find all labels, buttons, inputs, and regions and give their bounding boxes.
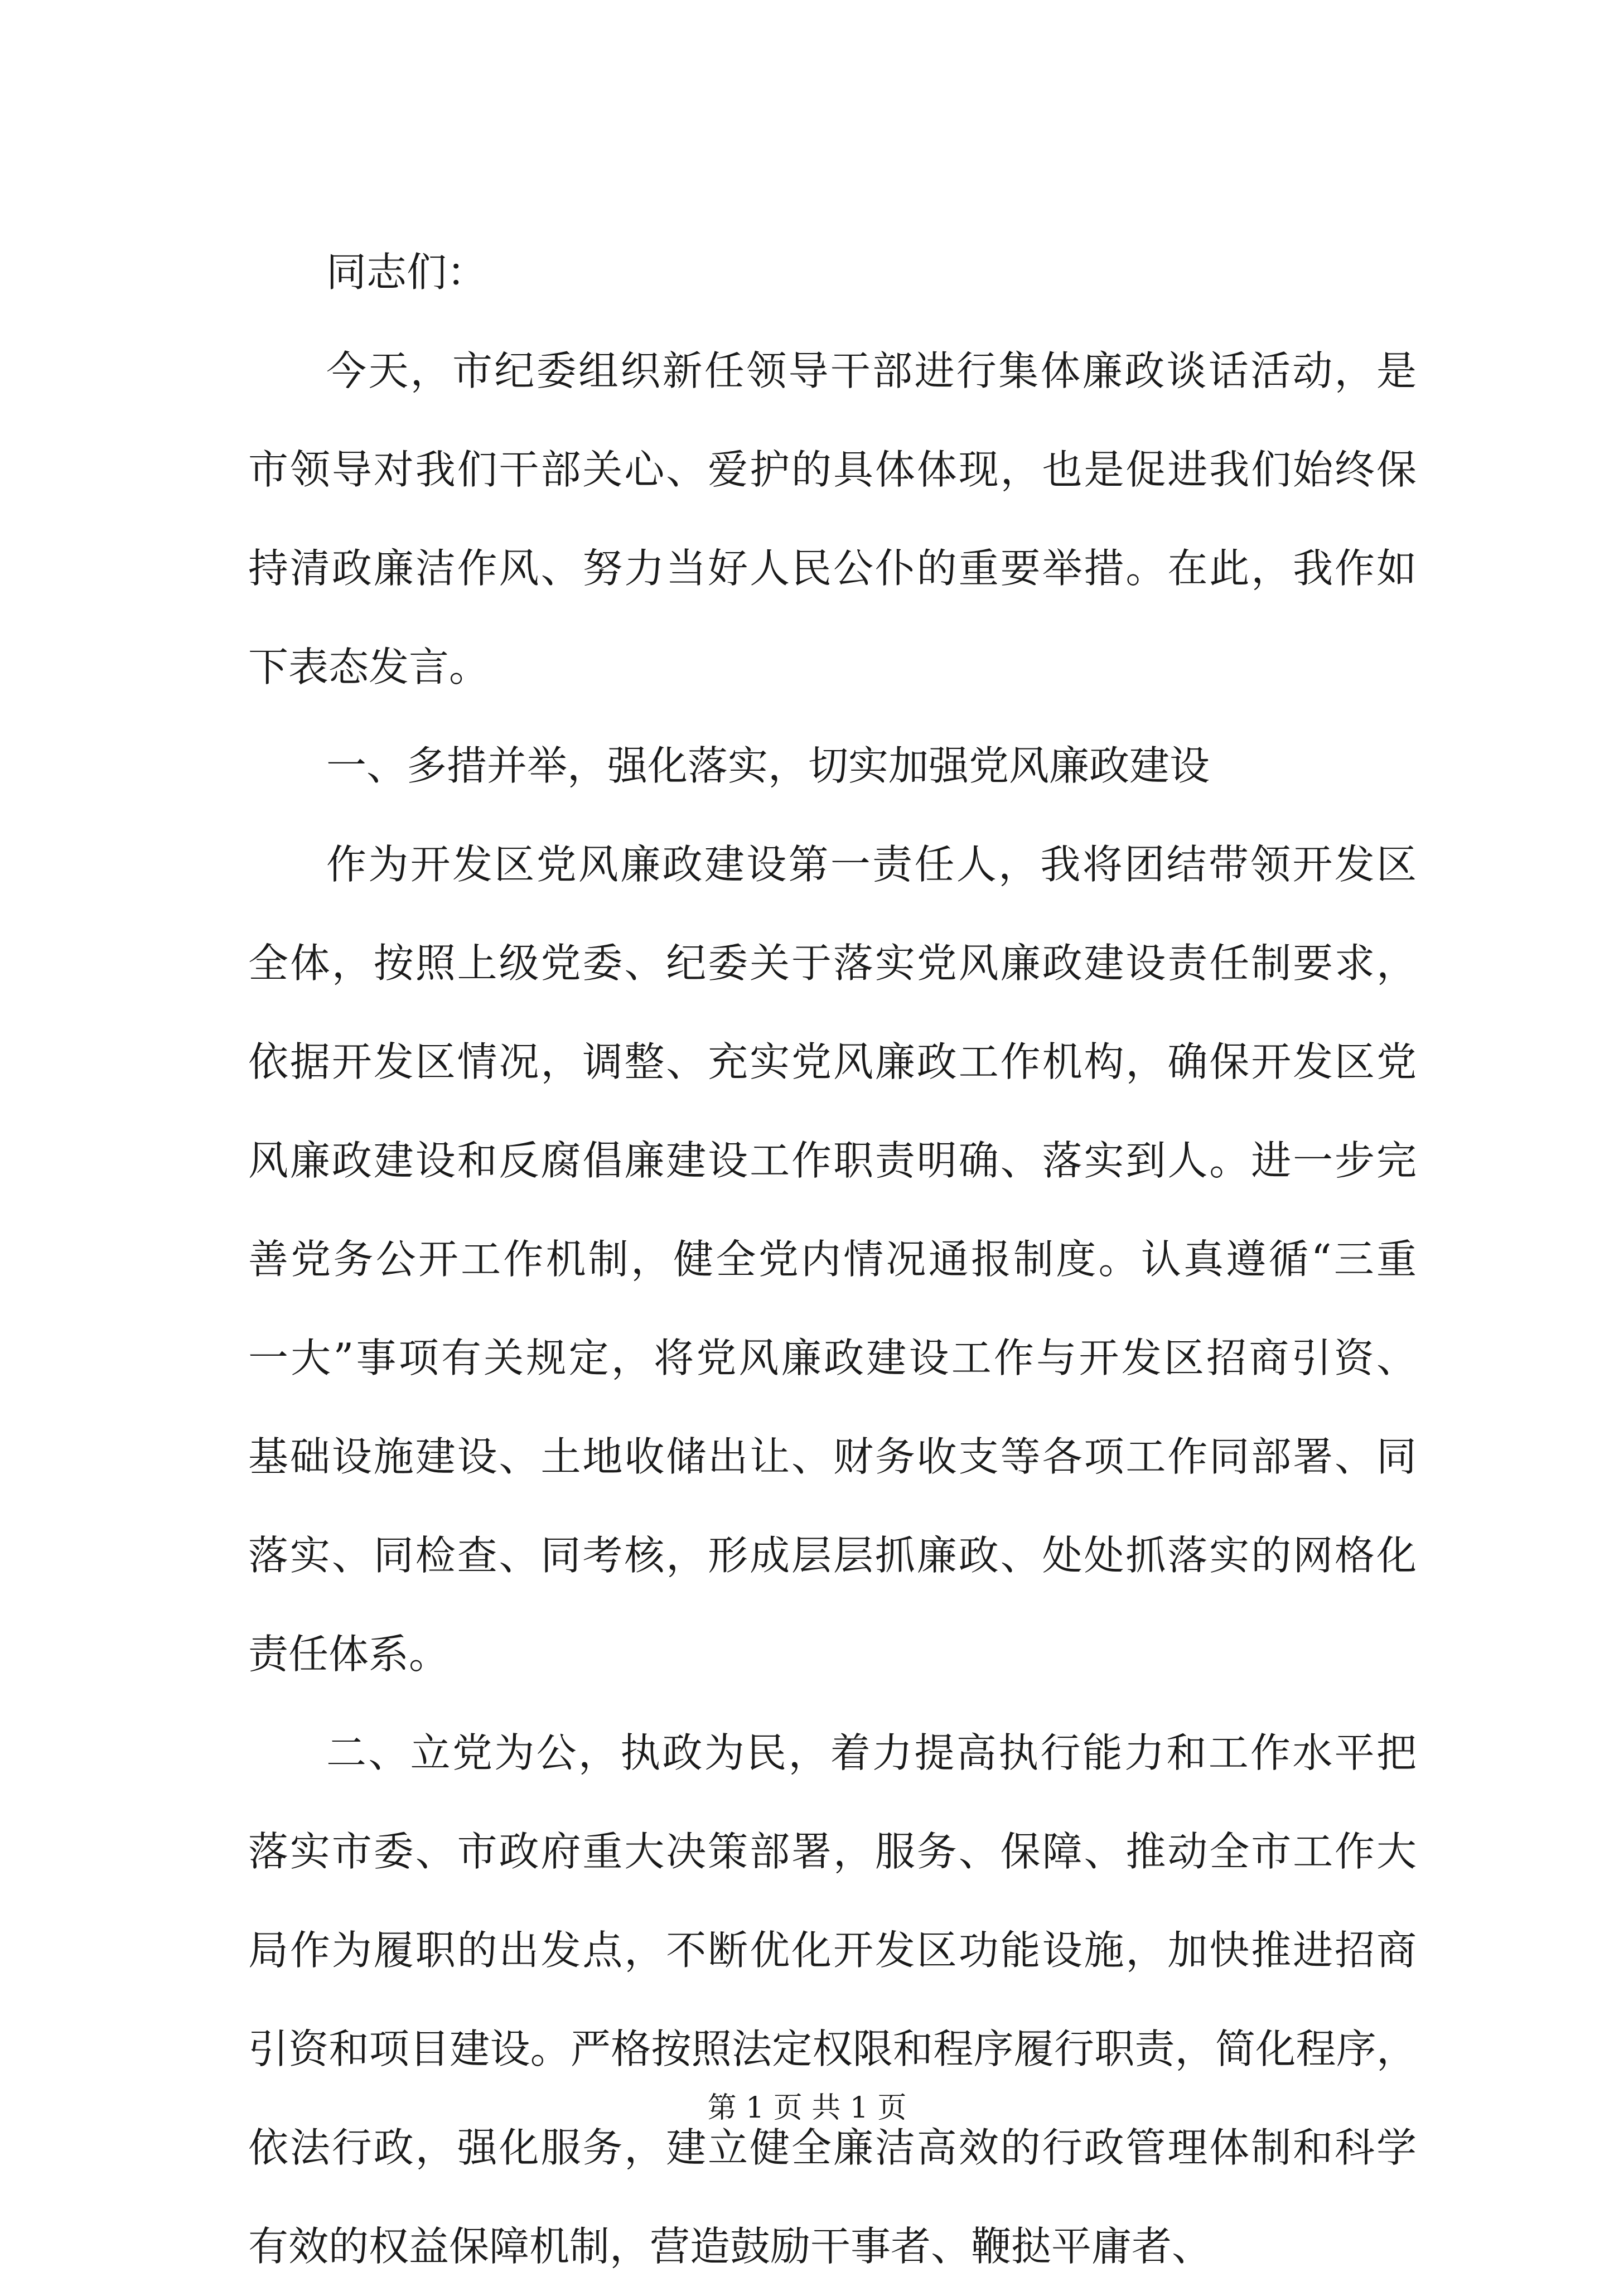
paragraph-line: 依法行政，强化服务，建立健全廉洁高效的行政管理体制和科学 <box>248 2124 1417 2171</box>
paragraph-line: 有效的权益保障机制，营造鼓励干事者、鞭挞平庸者、 <box>248 2223 1212 2270</box>
paragraph-line: 落实、同检查、同考核，形成层层抓廉政、处处抓落实的网格化 <box>248 1532 1417 1579</box>
paragraph-line: 市领导对我们干部关心、爱护的具体体现，也是促进我们始终保 <box>248 446 1417 493</box>
paragraph-line: 一大”事项有关规定，将党风廉政建设工作与开发区招商引资、 <box>248 1335 1417 1381</box>
page-footer: 第 1 页 共 1 页 <box>707 2091 907 2125</box>
paragraph-line: 责任体系。 <box>248 1631 450 1678</box>
paragraph-line: 下表态发言。 <box>248 644 490 690</box>
paragraph-line: 依据开发区情况，调整、充实党风廉政工作机构，确保开发区党 <box>248 1038 1417 1085</box>
paragraph-line: 落实市委、市政府重大决策部署，服务、保障、推动全市工作大 <box>248 1828 1417 1875</box>
paragraph-line: 今天，市纪委组织新任领导干部进行集体廉政谈话活动，是 <box>326 347 1417 394</box>
paragraph-line: 引资和项目建设。严格按照法定权限和程序履行职责，简化程序， <box>248 2026 1417 2072</box>
document-body <box>248 223 1417 2296</box>
paragraph-line: 全体，按照上级党委、纪委关于落实党风廉政建设责任制要求， <box>248 940 1417 987</box>
paragraph-line: 作为开发区党风廉政建设第一责任人，我将团结带领开发区 <box>326 841 1417 888</box>
paragraph-line: 局作为履职的出发点，不断优化开发区功能设施，加快推进招商 <box>248 1927 1417 1974</box>
section-heading-2: 二、立党为公，执政为民，着力提高执行能力和工作水平把 <box>326 1729 1417 1776</box>
salutation: 同志们： <box>326 249 487 296</box>
section-heading-1: 一、多措并举，强化落实，切实加强党风廉政建设 <box>326 742 1210 789</box>
paragraph-line: 风廉政建设和反腐倡廉建设工作职责明确、落实到人。进一步完 <box>248 1137 1417 1184</box>
paragraph-line: 善党务公开工作机制，健全党内情况通报制度。认真遵循“三重 <box>248 1236 1417 1283</box>
paragraph-line: 持清政廉洁作风、努力当好人民公仆的重要举措。在此，我作如 <box>248 545 1417 592</box>
paragraph-line: 基础设施建设、土地收储出让、财务收支等各项工作同部署、同 <box>248 1433 1417 1480</box>
